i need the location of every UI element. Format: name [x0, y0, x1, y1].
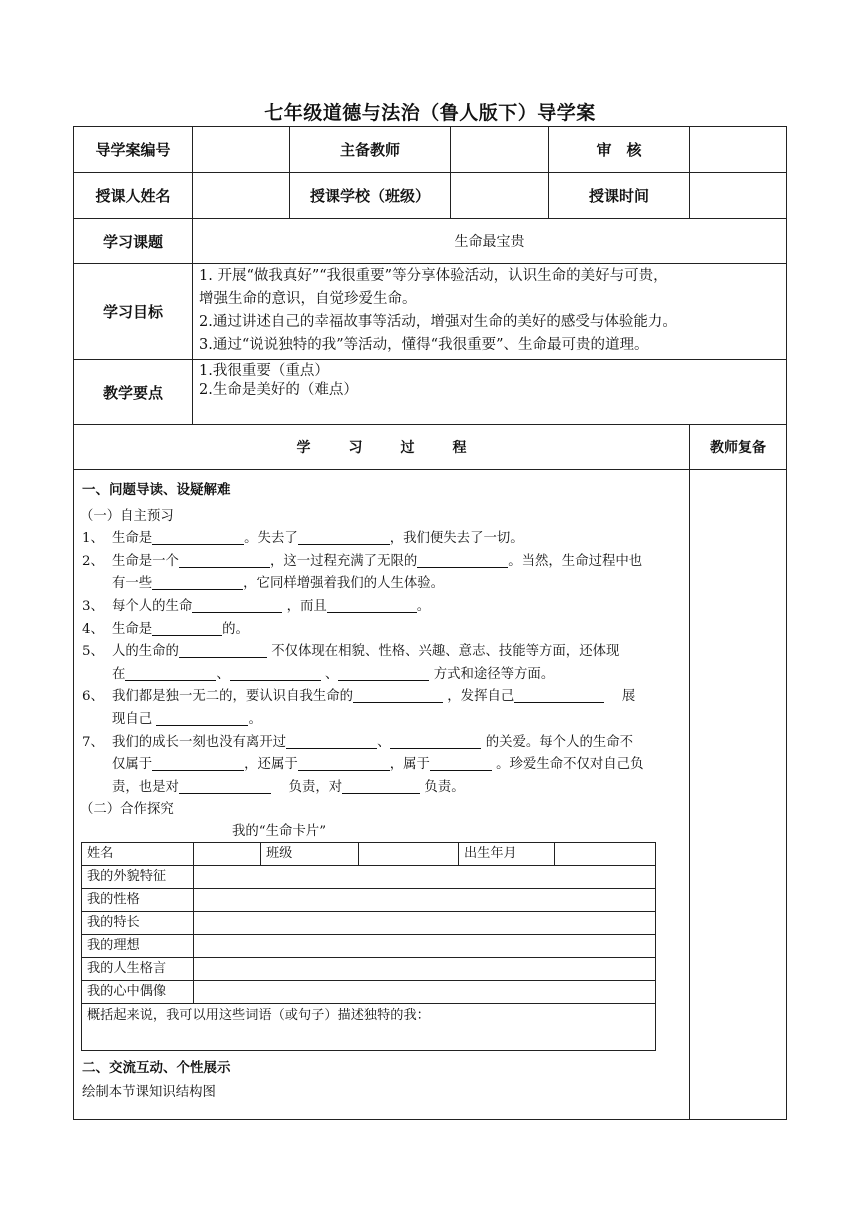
- goal-line: 1. 开展“做我真好”“我很重要”等分享体验活动，认识生命的美好与可贵，: [199, 268, 668, 284]
- question-text: 不仅体现在相貌、性格、兴趣、意志、技能等方面，还体现: [266, 644, 620, 660]
- question-text: ，它同样增强着我们的人生体验。: [243, 576, 445, 592]
- answer-blank[interactable]: [152, 573, 243, 590]
- card-label-name: 姓名: [82, 842, 194, 865]
- question-text: 方式和途径等方面。: [429, 666, 555, 682]
- question-text: 人的生命的: [112, 644, 179, 660]
- section1-title: 一、问题导读、设疑解难: [82, 482, 231, 498]
- field-school-class[interactable]: [451, 173, 549, 219]
- card-field-ideal[interactable]: [194, 934, 656, 957]
- label-goals: 学习目标: [74, 264, 193, 360]
- subsection-cooperative-inquiry: （二）合作探究: [80, 802, 174, 818]
- process-header-char: 习: [348, 440, 363, 456]
- question-7: [82, 732, 681, 800]
- page-title: 七年级道德与法治（鲁人版下）导学案: [264, 102, 596, 124]
- card-field-appearance[interactable]: [194, 865, 656, 888]
- question-number: 1、: [82, 531, 104, 547]
- question-text: 有一些: [112, 576, 153, 592]
- question-text: ，属于: [389, 757, 430, 773]
- key-point-line: 2.生命是美好的（难点）: [199, 382, 358, 398]
- field-review[interactable]: [690, 127, 787, 173]
- question-text: 现自己: [112, 711, 157, 727]
- question-6: [82, 686, 681, 731]
- card-field-class[interactable]: [359, 842, 459, 865]
- card-label-motto: 我的人生格言: [82, 957, 194, 980]
- answer-blank[interactable]: [192, 596, 282, 613]
- goal-line: 3.通过“说说独特的我”等活动，懂得“我很重要”、生命最可贵的道理。: [199, 337, 649, 353]
- question-text: 仅属于: [112, 757, 153, 773]
- life-card-title: 我的“生命卡片”: [232, 823, 327, 839]
- card-label-appearance: 我的外貌特征: [82, 865, 194, 888]
- process-header-char: 学: [296, 440, 311, 456]
- label-key-points: 教学要点: [74, 360, 193, 425]
- field-plan-number[interactable]: [193, 127, 290, 173]
- field-lead-teacher[interactable]: [451, 127, 549, 173]
- question-text: 的。: [222, 621, 249, 637]
- learning-process-content: [74, 470, 690, 1120]
- answer-blank[interactable]: [286, 732, 377, 749]
- answer-blank[interactable]: [179, 777, 271, 794]
- question-number: 3、: [82, 598, 104, 614]
- key-points-text: [193, 360, 787, 425]
- card-label-idol: 我的心中偶像: [82, 980, 194, 1003]
- card-label-ideal: 我的理想: [82, 934, 194, 957]
- label-topic: 学习课题: [74, 219, 193, 264]
- question-text: 生命是一个: [112, 553, 179, 569]
- question-text: 我们都是独一无二的，要认识自我生命的: [112, 689, 354, 705]
- answer-blank[interactable]: [152, 754, 244, 771]
- label-lesson-time: 授课时间: [549, 173, 690, 219]
- card-label-birth: 出生年月: [459, 842, 555, 865]
- question-text: 、: [320, 666, 339, 682]
- process-header-char: 过: [400, 440, 415, 456]
- answer-blank[interactable]: [430, 754, 492, 771]
- answer-blank[interactable]: [327, 596, 417, 613]
- label-teacher-name: 授课人姓名: [74, 173, 193, 219]
- label-review: 审 核: [549, 127, 690, 173]
- card-label-class: 班级: [261, 842, 359, 865]
- question-text: 、: [377, 734, 391, 750]
- question-4: [82, 619, 681, 642]
- question-text: 负责，对: [270, 779, 343, 795]
- question-text: 展: [604, 689, 636, 705]
- question-5: [82, 641, 681, 686]
- question-text: ，我们便失去了一切。: [389, 531, 524, 547]
- answer-blank[interactable]: [125, 664, 216, 681]
- question-text: ，这一过程充满了无限的: [269, 553, 418, 569]
- life-card-table: [81, 842, 656, 1051]
- key-point-line: 1.我很重要（重点）: [199, 363, 329, 379]
- answer-blank[interactable]: [342, 777, 420, 794]
- answer-blank[interactable]: [390, 732, 481, 749]
- teacher-review-header: 教师复备: [690, 425, 787, 470]
- subsection-preview: （一）自主预习: [80, 508, 174, 524]
- answer-blank[interactable]: [179, 551, 270, 568]
- answer-blank[interactable]: [417, 551, 508, 568]
- question-text: ，还属于: [244, 757, 298, 773]
- question-number: 5、: [82, 644, 104, 660]
- answer-blank[interactable]: [353, 686, 443, 703]
- answer-blank[interactable]: [179, 641, 267, 658]
- answer-blank[interactable]: [514, 686, 604, 703]
- card-label-strengths: 我的特长: [82, 911, 194, 934]
- question-text: 负责。: [420, 779, 465, 795]
- question-text: 。失去了: [244, 531, 298, 547]
- teacher-review-column[interactable]: [690, 470, 787, 1120]
- card-summary-field[interactable]: 概括起来说，我可以用这些词语（或句子）描述独特的我：: [82, 1003, 656, 1050]
- question-2: [82, 551, 681, 596]
- question-number: 7、: [82, 734, 104, 750]
- question-text: 生命是: [112, 621, 153, 637]
- section2-title: 二、交流互动、个性展示: [82, 1059, 231, 1076]
- answer-blank[interactable]: [338, 664, 429, 681]
- card-field-personality[interactable]: [194, 888, 656, 911]
- goal-line: 2.通过讲述自己的幸福故事等活动，增强对生命的美好的感受与体验能力。: [199, 314, 677, 330]
- question-1: [82, 528, 681, 551]
- card-label-personality: 我的性格: [82, 888, 194, 911]
- question-text: 。珍爱生命不仅对自己负: [491, 757, 644, 773]
- process-header: [74, 425, 690, 470]
- question-text: ，而且: [282, 598, 327, 614]
- question-text: 我们的成长一刻也没有离开过: [112, 734, 287, 750]
- question-text: 生命是: [112, 531, 153, 547]
- topic-value: 生命最宝贵: [193, 219, 787, 264]
- process-header-char: 程: [452, 440, 467, 456]
- answer-blank[interactable]: [152, 619, 222, 636]
- label-school-class: 授课学校（班级）: [290, 173, 451, 219]
- field-lesson-time[interactable]: [690, 173, 787, 219]
- lesson-plan-table: [73, 126, 787, 1120]
- answer-blank[interactable]: [298, 754, 390, 771]
- question-number: 6、: [82, 689, 104, 705]
- question-text: 。: [416, 598, 431, 614]
- card-field-birth[interactable]: [555, 842, 656, 865]
- question-3: [82, 596, 681, 619]
- question-text: 在: [112, 666, 126, 682]
- goal-line: 增强生命的意识，自觉珍爱生命。: [199, 291, 417, 307]
- question-text: 、: [216, 666, 230, 682]
- card-field-strengths[interactable]: [194, 911, 656, 934]
- card-field-motto[interactable]: [194, 957, 656, 980]
- label-plan-number: 导学案编号: [74, 127, 193, 173]
- answer-blank[interactable]: [298, 528, 390, 545]
- question-text: 。当然，生命过程中也: [508, 553, 643, 569]
- answer-blank[interactable]: [156, 709, 248, 726]
- goals-text: [193, 264, 787, 360]
- question-text: 的关爱。每个人的生命不: [481, 734, 634, 750]
- card-field-name[interactable]: [194, 842, 261, 865]
- answer-blank[interactable]: [230, 664, 321, 681]
- label-lead-teacher: 主备教师: [290, 127, 451, 173]
- question-text: 。: [248, 711, 262, 727]
- section2-text: 绘制本节课知识结构图: [82, 1084, 216, 1100]
- question-number: 2、: [82, 553, 104, 569]
- answer-blank[interactable]: [152, 528, 244, 545]
- card-field-idol[interactable]: [194, 980, 656, 1003]
- question-text: 责，也是对: [112, 779, 179, 795]
- question-text: 每个人的生命: [112, 598, 193, 614]
- field-teacher-name[interactable]: [193, 173, 290, 219]
- question-number: 4、: [82, 621, 104, 637]
- question-text: ，发挥自己: [443, 689, 515, 705]
